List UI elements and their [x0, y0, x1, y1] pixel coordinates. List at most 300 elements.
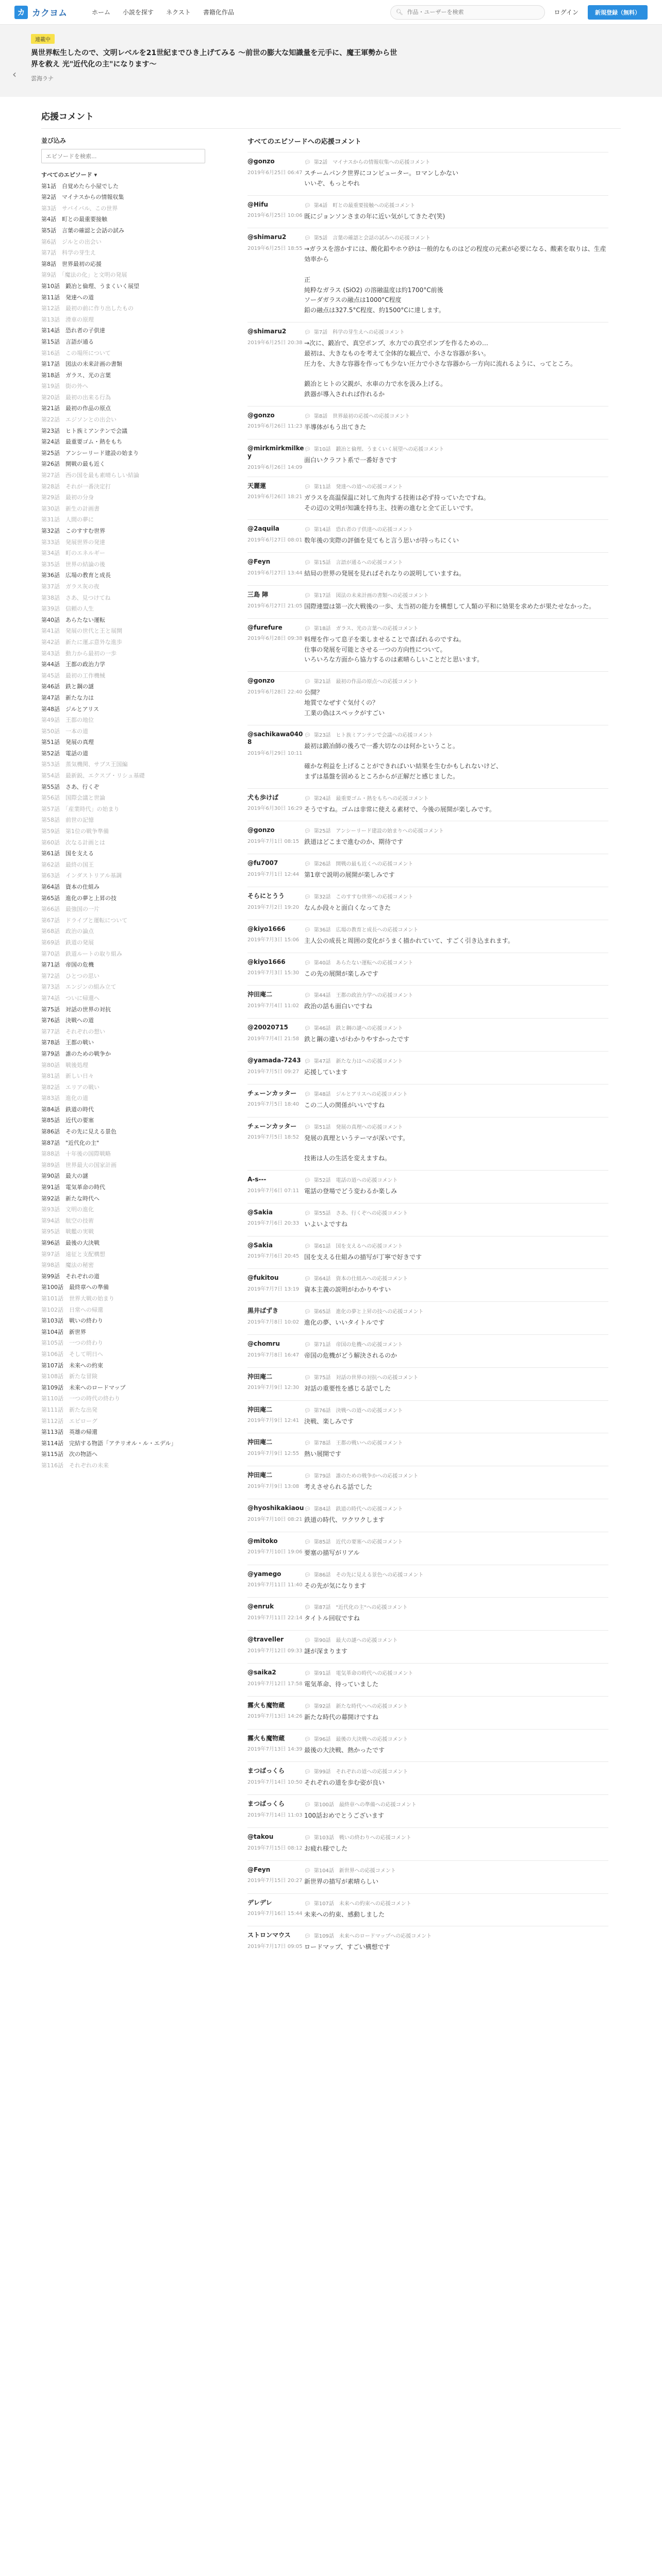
comment-episode-link[interactable] [304, 591, 608, 599]
sidebar-episode-item[interactable]: 第52話 電話の道 [41, 750, 88, 757]
comment-user[interactable]: @mitoko [247, 1537, 278, 1545]
comment-user[interactable]: @shimaru2 [247, 233, 287, 241]
comment-episode-link[interactable] [304, 1800, 608, 1808]
sidebar-episode-item[interactable]: 第75話 対話の世界の対抗 [41, 1006, 111, 1013]
comment-item [247, 1761, 608, 1794]
sidebar-episode-item[interactable]: 第22話 エジソンとの出会い [41, 416, 117, 423]
sidebar-episode-item[interactable]: 第48話 ジルとアリス [41, 705, 100, 713]
sidebar-episode-item[interactable]: すべてのエピソード ▾ [41, 172, 97, 178]
comment-episode-link[interactable] [304, 958, 608, 966]
sidebar-episode-item[interactable]: 第76話 決戦への道 [41, 1017, 94, 1024]
comment-date: 2019年7月12日 09:33 [247, 1648, 303, 1654]
sidebar-episode-item[interactable]: 第116話 それぞれの未来 [41, 1462, 109, 1469]
comment-item [247, 618, 608, 671]
sidebar-episode-item[interactable]: 第67話 ドライブと運転について [41, 917, 128, 924]
comment-episode-link[interactable] [304, 859, 608, 867]
sidebar-episode-item[interactable]: 第31話 人間の夢に [41, 516, 94, 523]
search-icon: 🔍︎ [395, 9, 403, 15]
sidebar-episode-item[interactable]: 第46話 鉄と鋼の謎 [41, 683, 94, 690]
comment-episode-link[interactable] [304, 624, 608, 632]
comment-icon: 💬︎ [304, 1703, 311, 1709]
sidebar-episode-item[interactable]: 第101話 世界大戦の始まり [41, 1295, 114, 1302]
comment-episode-link[interactable] [304, 558, 608, 566]
comment-user[interactable]: @gonzo [247, 411, 275, 419]
sidebar-episode-item[interactable]: 第19話 街の外へ [41, 383, 88, 390]
comment-user[interactable]: @takou [247, 1833, 274, 1840]
comment-icon: 💬︎ [304, 592, 311, 599]
comment-text: 鉄道はどこまで進むのか、期待です [304, 838, 404, 846]
comment-date: 2019年6月25日 18:55 [247, 245, 303, 251]
comment-episode-link[interactable] [304, 1735, 608, 1742]
sidebar-episode-item[interactable]: 第4話 町との最重要接触 [41, 216, 107, 223]
comment-user[interactable]: @Sakia [247, 1208, 273, 1216]
comment-text: 資本主義の説明がわかりやすい [304, 1286, 391, 1294]
comment-item [247, 671, 608, 724]
comment-item [247, 725, 608, 788]
sidebar-episode-item[interactable]: 第11話 発達への道 [41, 294, 94, 301]
work-author[interactable]: 雲海ラナ [31, 75, 54, 82]
sidebar-episode-item[interactable]: 第8話 世界最初の応援 [41, 260, 102, 267]
sidebar-episode-item[interactable]: 第111話 新たな出発 [41, 1406, 97, 1413]
back-chevron-icon[interactable]: ‹ [12, 68, 16, 80]
comment-text: 数年後の実際の評価を見てもと言う思いが持っちにくい [304, 537, 459, 545]
sidebar-episode-item[interactable]: 第113話 英雄の帰還 [41, 1429, 97, 1436]
comment-user[interactable]: @kiyo1666 [247, 925, 286, 933]
sidebar-episode-item[interactable]: 第102話 日常への帰還 [41, 1306, 103, 1313]
sidebar-episode-item[interactable]: 第89話 世界最大の国家計画 [41, 1161, 117, 1168]
comment-user[interactable]: @fukitou [247, 1274, 279, 1282]
sidebar-episode-item[interactable]: 第85話 近代の要塞 [41, 1117, 94, 1124]
comment-user[interactable]: @shimaru2 [247, 327, 287, 335]
comment-date: 2019年7月11日 22:14 [247, 1615, 303, 1621]
comment-episode-link[interactable] [304, 1438, 608, 1446]
comment-user[interactable]: @furefure [247, 623, 283, 631]
comment-episode-link[interactable] [304, 1123, 608, 1130]
sidebar-episode-item[interactable]: 第14話 恐れ者の子供達 [41, 327, 105, 334]
sidebar-episode-item[interactable]: 第72話 ひとつの思い [41, 972, 100, 979]
comment-text: それぞれの道を歩む姿が良い [304, 1779, 385, 1787]
sidebar-episode-item[interactable]: 第27話 西の国を最も素晴らしい結論 [41, 472, 139, 479]
sidebar-episode-item[interactable]: 第81話 新しい日々 [41, 1073, 94, 1080]
comment-episode-link[interactable] [304, 233, 608, 241]
comment-user[interactable]: 沖田庵二 [247, 1438, 273, 1446]
sidebar-episode-item[interactable]: 第97話 遠征と支配構想 [41, 1250, 105, 1258]
comment-user[interactable]: @traveller [247, 1636, 284, 1643]
sidebar-episode-item[interactable]: 第39話 信頼の人生 [41, 605, 94, 613]
comment-episode-link[interactable] [304, 1406, 608, 1414]
sidebar-episode-item[interactable]: 第93話 文明の進化 [41, 1206, 94, 1213]
sidebar-episode-item[interactable]: 第2話 マイナスからの情報収集 [41, 194, 124, 201]
comment-text: 最初は鍛冶師の後ろで一番大切なのは何かということ。 確かな利益を上げることができればいい結果を生むかもしれないけど、 まずは基盤を固めるところからが正解だと感じました。 [304, 742, 503, 780]
sidebar-episode-item[interactable]: 第1話 自覚めたら小屋でした [41, 182, 119, 190]
comment-user[interactable]: そらにとうう [247, 892, 285, 900]
comment-episode-link[interactable] [304, 1603, 608, 1611]
comment-user[interactable]: 三島 陣 [247, 590, 269, 598]
comment-episode-link[interactable] [304, 1537, 608, 1545]
comment-user[interactable]: @hyoshikakiaou [247, 1504, 304, 1512]
sidebar-episode-item[interactable]: 第47話 新たな力は [41, 694, 94, 701]
sidebar-episode-item[interactable]: 第44話 王都の政治力学 [41, 661, 105, 668]
comment-user[interactable]: チェーンカッター [247, 1089, 297, 1097]
sidebar-episode-item[interactable]: 第91話 電気革命の時代 [41, 1184, 105, 1191]
comment-user[interactable]: 黒井ばずき [247, 1307, 279, 1315]
sidebar-episode-item[interactable]: 第62話 最終の国王 [41, 861, 94, 868]
comment-episode-link[interactable] [304, 412, 608, 419]
sidebar-episode-item[interactable]: 第24話 最重要ゴム・熱をもち [41, 438, 122, 446]
sidebar-episode-item[interactable]: 第60話 次なる計画とは [41, 839, 105, 846]
comment-episode-link[interactable] [304, 201, 608, 209]
sidebar-episode-item[interactable]: 第50話 一本の道 [41, 727, 88, 735]
comment-episode-label: 第17話 図法の未来計画の書類への応援コメント [313, 592, 429, 599]
comment-date: 2019年7月3日 15:06 [247, 937, 300, 943]
site-logo[interactable] [14, 6, 92, 19]
sidebar-episode-item[interactable]: 第58話 前世の記憶 [41, 817, 94, 824]
comment-episode-label: 第86話 その先に見える景色への応援コメント [313, 1572, 424, 1578]
comment-icon: 💬︎ [304, 1210, 311, 1216]
comment-text: 面白いクラフト系で一番好きです [304, 456, 398, 464]
comment-episode-link[interactable] [304, 1570, 608, 1578]
sidebar-episode-item[interactable]: 第42話 新たに運ぶ意外な進歩 [41, 638, 122, 646]
sidebar-episode-item[interactable]: 第103話 戦いの終わり [41, 1317, 103, 1325]
comment-date: 2019年7月8日 16:47 [247, 1352, 300, 1358]
sidebar-episode-item[interactable]: 第105話 一つの終わり [41, 1340, 103, 1347]
comment-date: 2019年7月3日 15:30 [247, 970, 300, 976]
comment-episode-label: 第52話 電話の道への応援コメント [313, 1178, 398, 1184]
comment-user[interactable]: 沖田庵二 [247, 1405, 273, 1413]
page-head [0, 97, 662, 129]
sidebar-episode-item[interactable]: 第41話 発展の世代と王と展開 [41, 628, 122, 635]
comment-episode-link[interactable] [304, 1057, 608, 1064]
comment-episode-link[interactable] [304, 1833, 608, 1841]
sidebar-episode-item[interactable]: 第56話 国際会議と世論 [41, 794, 105, 802]
comment-episode-label: 第5話 言葉の確認と会話の試みへの応援コメント [313, 235, 431, 242]
comment-episode-link[interactable] [304, 1242, 608, 1249]
sidebar-episode-item[interactable]: 第38話 さあ、見つけてね [41, 594, 111, 601]
comment-date: 2019年7月4日 11:02 [247, 1003, 300, 1009]
sidebar-episode-item[interactable]: 第112話 エピローグ [41, 1417, 97, 1425]
sidebar-episode-item[interactable]: 第32話 このすすむ世界 [41, 528, 106, 534]
sidebar-episode-item[interactable]: 第63話 インダストリアル基調 [41, 872, 122, 879]
sidebar-episode-item[interactable]: 第94話 航空の技術 [41, 1217, 94, 1224]
sidebar-episode-item[interactable]: 第71話 帝国の危機 [41, 961, 94, 969]
comment-user[interactable]: @gonzo [247, 826, 275, 834]
sidebar-episode-item[interactable]: 第108話 新たな冒険 [41, 1373, 97, 1380]
sidebar-episode-item[interactable]: 第16話 この場所について [41, 349, 111, 357]
comment-user[interactable]: @fu7007 [247, 859, 278, 867]
comment-icon: 💬︎ [304, 160, 311, 165]
sidebar-episode-item[interactable]: 第83話 進化の道 [41, 1095, 88, 1102]
comment-episode-link[interactable] [304, 1176, 608, 1183]
sidebar-episode-item[interactable]: 第36話 広場の教育と成長 [41, 572, 111, 579]
comment-user[interactable]: @enruk [247, 1603, 274, 1611]
comment-episode-link[interactable] [304, 991, 608, 998]
comment-text: この二人の関係がいいですね [304, 1101, 385, 1109]
sidebar-episode-item[interactable]: 第68話 政治の論点 [41, 928, 94, 935]
sidebar-episode-item[interactable]: 第26話 開戦の最も近く [41, 461, 105, 468]
comment-episode-label: 第10話 鍛冶と倫理、うまくいく展望への応援コメント [313, 446, 444, 452]
comment-date: 2019年6月26日 18:21 [247, 494, 303, 500]
comment-user[interactable]: @2aquila [247, 525, 279, 533]
nav-home[interactable]: ホーム [92, 9, 111, 16]
comment-user[interactable]: ストロンマウス [247, 1931, 291, 1939]
comment-icon: 💬︎ [304, 1901, 311, 1907]
sidebar-episode-item[interactable]: 第61話 国を支える [41, 850, 94, 857]
sidebar-episode-item[interactable]: 第10話 鍛冶と倫理、うまくいく展望 [41, 282, 139, 290]
sidebar-episode-item[interactable]: 第43話 動力から最初の一歩 [41, 650, 117, 657]
comment-episode-link[interactable] [304, 1504, 608, 1512]
sidebar-episode-item[interactable]: 第78話 王都の戦い [41, 1039, 94, 1046]
comment-icon: 💬︎ [304, 413, 311, 419]
sidebar-episode-item[interactable]: 第73話 エンジンの組み立て [41, 984, 117, 991]
comment-item [247, 1334, 608, 1367]
comment-episode-link[interactable] [304, 1636, 608, 1643]
comment-episode-label: 第2話 マイナスからの情報収集への応援コメント [313, 160, 431, 165]
comment-user[interactable]: @Hifu [247, 200, 268, 208]
sidebar-episode-item[interactable]: 第29話 最初の分身 [41, 494, 94, 501]
comment-user[interactable]: 犬も歩けば [247, 793, 279, 801]
sidebar-episode-item[interactable]: 第74話 ついに帰還へ [41, 994, 100, 1002]
comment-icon: 💬︎ [304, 795, 311, 802]
comment-episode-link[interactable] [304, 1090, 608, 1097]
comment-episode-link[interactable] [304, 731, 608, 738]
comment-text: お疲れ様でした [304, 1844, 348, 1852]
comment-text: 考えさせられる話でした [304, 1483, 373, 1491]
comment-date: 2019年6月25日 10:06 [247, 213, 303, 219]
sidebar-episode-item[interactable]: 第59話 第1位の戦争準備 [41, 828, 109, 835]
comment-episode-link[interactable] [304, 1307, 608, 1315]
episode-search [41, 149, 205, 163]
comment-episode-link[interactable] [304, 525, 608, 533]
episode-search-input[interactable] [46, 153, 190, 160]
comment-episode-label: 第44話 王都の政治力学への応援コメント [313, 993, 413, 999]
sidebar-episode-item[interactable]: 第45話 最初の工作機械 [41, 672, 105, 679]
comment-user[interactable]: 沖田庵二 [247, 1471, 273, 1479]
comment-episode-link[interactable] [304, 482, 608, 490]
sidebar-episode-item[interactable]: 第70話 鉄道ルートの取り組み [41, 950, 122, 957]
comment-date: 2019年6月26日 14:09 [247, 464, 303, 470]
sidebar-episode-item[interactable]: 第33話 発展世界の発達 [41, 538, 105, 546]
comment-date: 2019年7月1日 12:44 [247, 871, 300, 877]
sidebar-episode-item[interactable]: 第30話 新生の計画書 [41, 505, 100, 512]
sidebar-episode-item[interactable]: 第98話 魔法の秘密 [41, 1262, 94, 1269]
comment-user[interactable]: 霧火も魔物蔵 [247, 1701, 285, 1709]
sidebar-episode-item[interactable]: 第80話 戦後処理 [41, 1061, 88, 1069]
comment-item [247, 1268, 608, 1301]
sidebar-episode-item[interactable]: 第115話 次の物語へ [41, 1451, 97, 1458]
comment-text: ガラスを高温保温に対して魚肉する技術は必ず持っていたですね。 その辺の文明が知識を持ち主、技術の進むと全て正しいです。 [304, 494, 490, 512]
sidebar-episode-item[interactable]: 第53話 蒸気機関、サブス王国編 [41, 761, 128, 768]
comment-text: 発展の真理というテーマが深いです。 技術は人の生活を変えますね。 [304, 1134, 409, 1162]
sidebar-episode-item[interactable]: 第86話 その先に見える景色 [41, 1128, 117, 1136]
sidebar-episode-item[interactable]: 第66話 最強国の一片 [41, 906, 100, 913]
signup-button[interactable]: 新規登録（無料） [588, 5, 648, 20]
comment-episode-link[interactable] [304, 1209, 608, 1216]
sidebar-episode-item[interactable]: 第96話 最後の大決戦 [41, 1240, 100, 1246]
comment-user[interactable]: @yamada-7243 [247, 1057, 301, 1064]
sidebar-episode-item[interactable]: 第12話 最初の前に作り出したもの [41, 305, 134, 312]
nav-find-novels[interactable]: 小説を探す [123, 9, 154, 16]
sidebar-episode-item[interactable]: 第20話 最初の出来る行為 [41, 394, 111, 401]
comment-user[interactable]: @gonzo [247, 158, 275, 165]
comment-episode-link[interactable] [304, 158, 608, 165]
sidebar-episode-item[interactable]: 第55話 さあ、行くぞ [41, 783, 100, 790]
sidebar-episode-item[interactable]: 第65話 進化の夢と上昇の技 [41, 894, 117, 902]
comment-text: 主人公の成長と周囲の変化がうまく描かれていて、すごく引き込まれます。 [304, 937, 514, 944]
comment-episode-link[interactable] [304, 892, 608, 900]
sidebar-episode-item[interactable]: 第100話 最終章への準備 [41, 1284, 109, 1291]
sidebar-episode-item[interactable]: 第17話 図法の未来計画の書類 [41, 361, 122, 368]
sidebar-episode-item[interactable]: 第25話 アンシーリード建設の始まり [41, 449, 139, 456]
comment-user[interactable]: @mirkmirkmilkey [247, 444, 304, 460]
comment-icon: 💬︎ [304, 1934, 311, 1940]
comment-user[interactable]: @yamego [247, 1570, 282, 1578]
comment-episode-link[interactable] [304, 1274, 608, 1282]
nav-published[interactable]: 書籍化作品 [203, 9, 234, 16]
comment-icon: 💬︎ [304, 484, 311, 490]
comment-text: タイトル回収ですね [304, 1615, 360, 1622]
comment-user[interactable]: 天麗蓮 [247, 482, 267, 489]
sidebar-episode-item[interactable]: 第35話 世界の結論の後 [41, 561, 105, 568]
comment-text: 公開？ 地質でなぜすぐ気付くの？ 工業の偽はスペックがすごい [304, 689, 385, 717]
sidebar-episode-item[interactable]: 第69話 鉄道の発展 [41, 939, 94, 946]
comment-episode-link[interactable] [304, 677, 608, 685]
comment-item [247, 439, 608, 477]
sidebar-episode-item[interactable]: 第90話 最大の謎 [41, 1173, 88, 1180]
comment-item [247, 195, 608, 228]
comment-user[interactable]: チェーンカッター [247, 1122, 297, 1130]
comment-episode-link[interactable] [304, 794, 608, 802]
comment-episode-label: 第90話 最大の謎への応援コメント [313, 1638, 398, 1644]
comment-date: 2019年7月7日 13:19 [247, 1286, 300, 1293]
sidebar-episode-item[interactable]: 第107話 未来への約束 [41, 1362, 103, 1369]
sidebar-episode-item[interactable]: 第13話 滑車の原理 [41, 316, 94, 323]
sidebar-episode-item[interactable]: 第99話 それぞれの道 [41, 1273, 100, 1280]
comment-item [247, 953, 608, 986]
sidebar-episode-item[interactable]: 第40話 あらたない運転 [41, 616, 105, 623]
sidebar-episode-item[interactable]: 第114話 完結する物語「アテリオル・ル・エデル」 [41, 1439, 177, 1447]
comment-episode-link[interactable] [304, 1866, 608, 1874]
comment-item [247, 1893, 608, 1926]
sidebar-episode-item[interactable]: 第23話 ヒト族ミアンテンで会議 [41, 427, 128, 434]
comment-user[interactable]: デレデレ [247, 1899, 272, 1906]
comment-user[interactable]: @saika2 [247, 1669, 276, 1676]
comment-episode-link[interactable] [304, 1471, 608, 1479]
comment-item [247, 1860, 608, 1893]
sidebar-episode-item[interactable]: 第54話 最新鋭、エクスプ・リシュ基礎 [41, 772, 145, 779]
comment-episode-label: 第61話 国を支えるへの応援コメント [313, 1243, 403, 1249]
sidebar-episode-item[interactable]: 第95話 戦艦の実戦 [41, 1228, 94, 1235]
comment-user[interactable]: @20020715 [247, 1024, 288, 1031]
sidebar-episode-item[interactable]: 第3話 サバイバル、この世界 [41, 205, 118, 212]
sidebar-episode-item[interactable]: 第92話 新たな時代へ [41, 1195, 100, 1202]
comment-episode-link[interactable] [304, 328, 608, 335]
sidebar-episode-item[interactable]: 第109話 未来へのロードマップ [41, 1384, 126, 1391]
comment-episode-link[interactable] [304, 826, 608, 834]
comment-episode-link[interactable] [304, 1340, 608, 1348]
comment-text: そうですね。ゴムは非常に使える素材で、今後の展開が楽しみです。 [304, 805, 495, 813]
comment-text: 既にジョンソンさまの年に近い気がしてきたぞ(笑) [304, 212, 445, 220]
work-title[interactable]: 異世界転生したので、文明レベルを21世紀までひき上げてみる 〜前世の膨大な知識量を元手に、魔王軍勢から世界を救え 光"近代化の主"になります〜 [31, 49, 398, 69]
comment-episode-link[interactable] [304, 1669, 608, 1676]
comment-icon: 💬︎ [304, 1802, 311, 1808]
comment-user[interactable]: @Feyn [247, 558, 271, 566]
comment-episode-link[interactable] [304, 1373, 608, 1381]
comment-user[interactable]: @Feyn [247, 1866, 271, 1873]
sidebar-episode-item[interactable]: 第84話 鉄道の時代 [41, 1106, 94, 1113]
sidebar-episode-item[interactable]: 第18話 ガラス、光の言葉 [41, 371, 111, 379]
sidebar-episode-item[interactable]: 第49話 王都の地位 [41, 717, 94, 724]
comment-user[interactable]: @sachikawa0408 [247, 730, 303, 746]
comment-episode-link[interactable] [304, 925, 608, 933]
comment-list-section [247, 136, 608, 1959]
comment-episode-link[interactable] [304, 1767, 608, 1775]
sidebar-episode-item[interactable]: 第5話 言葉の確認と会話の試み [41, 227, 124, 234]
comment-episode-label: 第78話 王都の戦いへの応援コメント [313, 1440, 403, 1447]
sidebar-episode-item[interactable]: 第110話 一つの時代の終わり [41, 1395, 120, 1402]
comment-episode-link[interactable] [304, 445, 608, 452]
comment-episode-label: 第26話 開戦の最も近くへの応援コメント [313, 861, 413, 868]
nav-next[interactable]: ネクスト [166, 9, 191, 16]
comment-icon: 💬︎ [304, 732, 311, 738]
comment-text: 半導体がもう出てきた [304, 423, 367, 431]
comment-user[interactable]: 沖田庵二 [247, 1372, 273, 1380]
sidebar-episode-item[interactable]: 第79話 誰のための戦争か [41, 1050, 111, 1057]
comment-user[interactable]: @Sakia [247, 1241, 273, 1249]
sidebar-episode-item[interactable]: 第28話 それが一番決定打 [41, 483, 111, 490]
sidebar-episode-item[interactable]: 第57話 「産業時代」の始まり [41, 805, 120, 812]
comment-episode-label: 第84話 鉄道の時代への応援コメント [313, 1506, 403, 1513]
sidebar-episode-item[interactable]: 第7話 科学の芽生え [41, 249, 96, 257]
comment-user[interactable]: @gonzo [247, 677, 275, 685]
sidebar-episode-item[interactable]: 第34話 町のエネルギー [41, 550, 105, 557]
comment-date: 2019年7月9日 12:55 [247, 1451, 300, 1457]
sidebar-episode-item[interactable]: 第64話 資本の仕組み [41, 884, 100, 890]
comment-item [247, 1433, 608, 1466]
sidebar-episode-item[interactable]: 第106話 そして明日へ [41, 1350, 103, 1358]
sidebar-episode-item[interactable]: 第51話 発展の真理 [41, 739, 94, 746]
sidebar-episode-item[interactable]: 第15話 言語が通る [41, 338, 94, 345]
sidebar-episode-item[interactable]: 第9話 「魔法の化」と文明の発展 [41, 272, 127, 279]
comment-user[interactable]: @chomru [247, 1340, 280, 1348]
comment-episode-link[interactable] [304, 1024, 608, 1031]
sidebar-episode-item[interactable]: 第82話 エリアの戦い [41, 1083, 100, 1091]
comment-text: 料理を作って息子を楽しませることで喜ばれるのですね。 仕事の発展を可能とさせる一つの方向性について。 いろいろな方面から協力するのは素晴らしいことだと思います。 [304, 635, 484, 664]
sidebar-episode-item[interactable]: 第87話 "近代化の主" [41, 1139, 100, 1146]
comment-episode-link[interactable] [304, 1899, 608, 1907]
sidebar-episode-item[interactable]: 第37話 ガラス灰の夜 [41, 583, 100, 590]
comment-date: 2019年7月9日 12:30 [247, 1385, 300, 1391]
login-link[interactable]: ログイン [554, 9, 578, 16]
comment-user[interactable]: 沖田庵二 [247, 991, 273, 998]
comment-user[interactable]: @kiyo1666 [247, 958, 286, 965]
sidebar-episode-item[interactable]: 第6話 ジルとの出会い [41, 238, 102, 245]
sidebar-episode-item[interactable]: 第21話 最初の作品の原点 [41, 405, 111, 412]
comment-icon: 💬︎ [304, 1124, 311, 1130]
comment-user[interactable]: 霧火も魔物蔵 [247, 1734, 285, 1742]
comment-user[interactable]: まつばっくら [247, 1800, 285, 1808]
comment-user[interactable]: まつばっくら [247, 1767, 285, 1775]
sidebar-episode-item[interactable]: 第77話 それぞれの想い [41, 1028, 105, 1035]
site-search-input[interactable] [407, 9, 536, 15]
sidebar-episode-item[interactable]: 第88話 十年後の国際戦略 [41, 1150, 111, 1158]
sidebar-title: 並び込み [41, 137, 67, 144]
sidebar-episode-item[interactable]: 第104話 新世界 [41, 1328, 86, 1335]
comment-user[interactable]: A-s--- [247, 1176, 267, 1183]
comment-episode-link[interactable] [304, 1931, 608, 1939]
comment-episode-link[interactable] [304, 1702, 608, 1709]
comment-icon: 💬︎ [304, 527, 311, 533]
comment-icon: 💬︎ [304, 1375, 311, 1381]
